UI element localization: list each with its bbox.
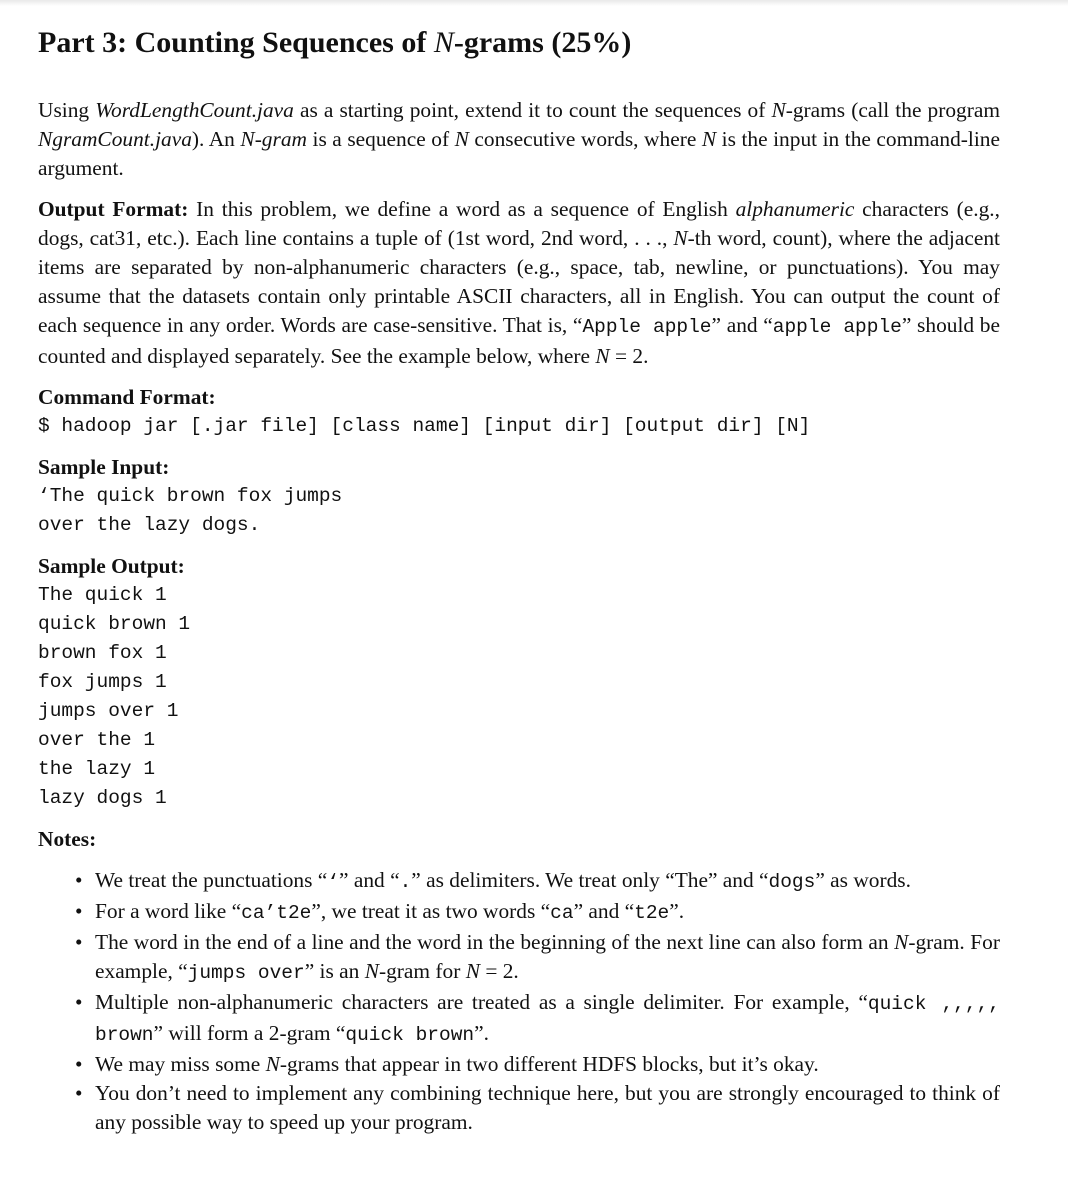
- sample-input-line: over the lazy dogs.: [38, 514, 261, 536]
- note-item: • The word in the end of a line and the word in the beginning of the next line can also form an N-gram. For example, “jumps over” is an N-gram for N = 2.: [75, 930, 1000, 984]
- sample-output-line: the lazy 1: [38, 758, 156, 780]
- sample-output-line: fox jumps 1: [38, 671, 167, 693]
- note-item: • We may miss some N-grams that appear in two different HDFS blocks, but it’s okay.: [95, 1050, 1000, 1079]
- output-format-paragraph: Output Format: In this problem, we define a word as a sequence of English alphanumeric characters (e.g., dogs, cat31, etc.). Each line contains a tuple of (1st word, 2nd word, . . ., N-th word, count), where the adjacent items are separated by non-alphanumeric characters (e.g., space, tab, newline, or punctuations). You may assume that the datasets contain only printable ASCII characters, all in English. You can output the count of each sequence in any order. Words are case-sensitive. That is, “Apple apple” and “apple apple” should be counted and displayed separately. See the example below, where N = 2.: [38, 197, 1000, 368]
- sample-output-line: jumps over 1: [38, 700, 179, 722]
- command-format-section: [38, 383, 1000, 441]
- bullet-icon: •: [75, 1081, 83, 1105]
- command-line: $ hadoop jar [.jar file] [class name] [input dir] [output dir] [N]: [38, 415, 811, 437]
- section-title: [38, 24, 1000, 62]
- sample-input-line: ‘The quick brown fox jumps: [38, 485, 343, 507]
- sample-output-line: over the 1: [38, 729, 156, 751]
- notes-section: [38, 825, 1000, 1137]
- bullet-icon: •: [75, 868, 83, 892]
- sample-output-line: lazy dogs 1: [38, 787, 167, 809]
- section-title-var: N: [433, 26, 454, 59]
- section-title-tail: -grams (25%): [453, 26, 632, 59]
- sample-output-label: Sample Output:: [38, 554, 185, 578]
- notes-label: Notes:: [38, 827, 97, 851]
- note-item: • Multiple non-alphanumeric characters are treated as a single delimiter. For example, “quick ,,,,, brown” will form a 2-gram “quick brown”.: [75, 990, 1000, 1046]
- output-format-label: Output Format:: [38, 197, 189, 221]
- top-edge-shadow: [0, 0, 1068, 6]
- sample-input-section: [38, 453, 1000, 540]
- note-item: • We treat the punctuations “‘” and “.” as delimiters. We treat only “The” and “dogs” as words.: [75, 868, 911, 893]
- note-item: • You don’t need to implement any combining technique here, but you are strongly encouraged to think of any possible way to speed up your program.: [75, 1081, 1000, 1134]
- document-page: [38, 24, 1000, 1137]
- bullet-icon: •: [75, 990, 83, 1014]
- bullet-icon: •: [75, 930, 83, 954]
- intro-paragraph: Using WordLengthCount.java as a starting point, extend it to count the sequences of N-grams (call the program NgramCount.java). An N-gram is a sequence of N consecutive words, where N is the input in the command-line argument.: [38, 98, 1000, 180]
- sample-input-label: Sample Input:: [38, 455, 170, 479]
- sample-output-line: brown fox 1: [38, 642, 167, 664]
- sample-output-section: [38, 552, 1000, 813]
- bullet-icon: •: [75, 899, 83, 923]
- note-item: • For a word like “ca’t2e”, we treat it as two words “ca” and “t2e”.: [75, 899, 685, 924]
- section-title-lead: Part 3: Counting Sequences of: [38, 26, 434, 59]
- sample-output-line: The quick 1: [38, 584, 167, 606]
- notes-list: [38, 866, 1000, 1137]
- sample-output-line: quick brown 1: [38, 613, 191, 635]
- command-format-label: Command Format:: [38, 385, 216, 409]
- bullet-icon: •: [75, 1052, 83, 1076]
- filename-ngramcount: NgramCount.java: [38, 127, 192, 151]
- filename-wordlengthcount: WordLengthCount.java: [95, 98, 294, 122]
